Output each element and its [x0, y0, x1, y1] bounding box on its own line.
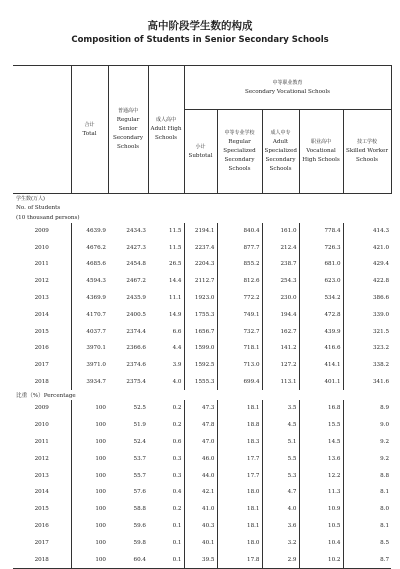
cell-value: 39.5 [184, 551, 217, 568]
cell-value: 57.6 [133, 489, 146, 496]
table-row [13, 306, 391, 323]
cell-value: 3.2 [262, 534, 299, 551]
cell-value: 11.5 [169, 227, 182, 234]
cell-value: 840.4 [217, 223, 262, 240]
cell-value: 855.2 [217, 256, 262, 273]
cell-value: 13.6 [299, 450, 343, 467]
cell-value: 772.2 [217, 290, 262, 307]
cell-value: 2.9 [262, 551, 299, 568]
page-title-english: Composition of Students in Senior Secondary Schools [71, 35, 329, 45]
cell-value: 8.1 [343, 518, 391, 535]
cell-value: 341.6 [343, 374, 391, 391]
row-year: 2018 [34, 379, 49, 386]
cell-value: 414.1 [299, 357, 343, 374]
cell-value: 1592.5 [184, 357, 217, 374]
cell-value: 11.3 [299, 484, 343, 501]
cell-value: 726.3 [299, 239, 343, 256]
cell-value: 8.9 [343, 400, 391, 417]
cell-value: 18.1 [217, 501, 262, 518]
row-year: 2011 [34, 261, 49, 268]
cell-value: 52.4 [133, 438, 146, 445]
cell-value: 10.5 [299, 518, 343, 535]
cell-value: 46.0 [184, 450, 217, 467]
cell-value: 0.2 [172, 405, 182, 412]
section-label-students: 学生数(万人) [16, 196, 45, 203]
cell-value: 4170.7 [71, 306, 108, 323]
cell-value: 339.0 [343, 306, 391, 323]
students-table [13, 65, 392, 569]
cell-value: 877.7 [217, 239, 262, 256]
cell-value: 8.7 [343, 551, 391, 568]
cell-value: 3970.1 [71, 340, 108, 357]
cell-value: 100 [71, 501, 108, 518]
cell-value: 52.5 [133, 405, 146, 412]
students-section [13, 194, 391, 391]
cell-value: 212.4 [262, 239, 299, 256]
cell-value: 0.3 [172, 472, 182, 479]
cell-value: 18.0 [217, 484, 262, 501]
cell-value: 6.6 [172, 328, 182, 335]
row-year: 2011 [34, 438, 49, 445]
cell-value: 2374.4 [126, 328, 146, 335]
cell-value: 2400.5 [126, 311, 146, 318]
cell-value: 3934.7 [71, 374, 108, 391]
cell-value: 11.5 [169, 244, 182, 251]
cell-value: 0.6 [172, 438, 182, 445]
cell-value: 2374.6 [126, 362, 146, 369]
cell-value: 2467.2 [126, 278, 146, 285]
cell-value: 141.2 [262, 340, 299, 357]
row-year: 2015 [34, 506, 49, 513]
table-row [13, 357, 391, 374]
cell-value: 2237.4 [184, 239, 217, 256]
cell-value: 51.9 [133, 422, 146, 429]
cell-value: 18.0 [217, 534, 262, 551]
cell-value: 416.6 [299, 340, 343, 357]
cell-value: 18.8 [217, 417, 262, 434]
table-row [13, 551, 391, 568]
table-row [13, 518, 391, 535]
row-year: 2013 [34, 295, 49, 302]
cell-value: 2435.9 [126, 295, 146, 302]
cell-value: 3.6 [262, 518, 299, 535]
cell-value: 4594.3 [71, 273, 108, 290]
table-header [13, 66, 391, 194]
cell-value: 100 [71, 400, 108, 417]
cell-value: 15.5 [299, 417, 343, 434]
cell-value: 59.6 [133, 522, 146, 529]
cell-value: 3.5 [262, 400, 299, 417]
cell-value: 5.3 [262, 467, 299, 484]
cell-value: 47.3 [184, 400, 217, 417]
header-secondary-vocational: 中等职业教育 Secondary Vocational Schools [184, 66, 391, 110]
cell-value: 14.5 [299, 434, 343, 451]
cell-value: 2194.1 [184, 223, 217, 240]
cell-value: 812.6 [217, 273, 262, 290]
row-year: 2017 [34, 362, 49, 369]
cell-value: 100 [71, 534, 108, 551]
cell-value: 11.1 [169, 295, 182, 302]
cell-value: 8.0 [343, 501, 391, 518]
cell-value: 749.1 [217, 306, 262, 323]
table-row [13, 223, 391, 240]
cell-value: 2204.3 [184, 256, 217, 273]
cell-value: 40.3 [184, 518, 217, 535]
section-label-students-en: No. of Students [16, 205, 61, 212]
table-row [13, 417, 391, 434]
table-row [13, 501, 391, 518]
cell-value: 414.3 [343, 223, 391, 240]
cell-value: 5.1 [262, 434, 299, 451]
cell-value: 40.1 [184, 534, 217, 551]
cell-value: 100 [71, 450, 108, 467]
cell-value: 4.0 [262, 501, 299, 518]
cell-value: 4037.7 [71, 323, 108, 340]
cell-value: 0.2 [172, 506, 182, 513]
cell-value: 472.8 [299, 306, 343, 323]
table-row [13, 256, 391, 273]
table-row [13, 273, 391, 290]
row-year: 2010 [34, 244, 49, 251]
stub-header [13, 66, 71, 194]
cell-value: 623.0 [299, 273, 343, 290]
row-year: 2012 [34, 455, 49, 462]
cell-value: 2375.4 [126, 379, 146, 386]
cell-value: 3.9 [172, 362, 182, 369]
table-row [13, 290, 391, 307]
table-row [13, 450, 391, 467]
cell-value: 323.2 [343, 340, 391, 357]
cell-value: 422.8 [343, 273, 391, 290]
cell-value: 2366.6 [126, 345, 146, 352]
cell-value: 1599.0 [184, 340, 217, 357]
cell-value: 0.1 [172, 539, 182, 546]
cell-value: 17.8 [217, 551, 262, 568]
header-subtotal: 小计 Subtotal [184, 110, 217, 194]
cell-value: 53.7 [133, 455, 146, 462]
cell-value: 44.0 [184, 467, 217, 484]
cell-value: 113.1 [262, 374, 299, 391]
cell-value: 194.4 [262, 306, 299, 323]
cell-value: 10.9 [299, 501, 343, 518]
cell-value: 16.8 [299, 400, 343, 417]
cell-value: 47.8 [184, 417, 217, 434]
row-year: 2018 [13, 551, 71, 568]
row-year: 2009 [34, 227, 49, 234]
header-regular-senior: 普通高中 Regular Senior Secondary Schools [108, 66, 148, 194]
cell-value: 1755.3 [184, 306, 217, 323]
table-row [13, 374, 391, 391]
cell-value: 2112.7 [184, 273, 217, 290]
cell-value: 681.0 [299, 256, 343, 273]
cell-value: 238.7 [262, 256, 299, 273]
cell-value: 4676.2 [71, 239, 108, 256]
row-year: 2016 [34, 522, 49, 529]
row-year: 2010 [34, 422, 49, 429]
cell-value: 17.7 [217, 467, 262, 484]
cell-value: 3971.0 [71, 357, 108, 374]
cell-value: 161.0 [262, 223, 299, 240]
cell-value: 8.1 [343, 484, 391, 501]
row-year: 2016 [34, 345, 49, 352]
cell-value: 14.4 [169, 278, 182, 285]
cell-value: 0.1 [148, 551, 184, 568]
cell-value: 1656.7 [184, 323, 217, 340]
cell-value: 718.1 [217, 340, 262, 357]
cell-value: 162.7 [262, 323, 299, 340]
cell-value: 9.0 [343, 417, 391, 434]
cell-value: 386.6 [343, 290, 391, 307]
cell-value: 321.5 [343, 323, 391, 340]
header-skilled-worker: 技工学校 Skilled Worker Schools [343, 110, 391, 194]
row-year: 2012 [34, 278, 49, 285]
cell-value: 10.4 [299, 534, 343, 551]
header-adult-specialized: 成人中专 Adult Specialized Secondary Schools [262, 110, 299, 194]
cell-value: 2434.3 [126, 227, 146, 234]
cell-value: 10.2 [299, 551, 343, 568]
cell-value: 732.7 [217, 323, 262, 340]
cell-value: 2454.8 [126, 261, 146, 268]
table-row [13, 239, 391, 256]
cell-value: 401.1 [299, 374, 343, 391]
cell-value: 100 [71, 467, 108, 484]
cell-value: 4685.6 [71, 256, 108, 273]
cell-value: 338.2 [343, 357, 391, 374]
header-regular-specialized: 中等专业学校 Regular Specialized Secondary Schools [217, 110, 262, 194]
cell-value: 254.3 [262, 273, 299, 290]
table-row [13, 400, 391, 417]
page-title-chinese: 高中阶段学生数的构成 [147, 20, 253, 32]
cell-value: 4.5 [262, 417, 299, 434]
cell-value: 0.2 [172, 422, 182, 429]
cell-value: 0.1 [172, 522, 182, 529]
cell-value: 41.0 [184, 501, 217, 518]
row-year: 2015 [34, 328, 49, 335]
cell-value: 100 [71, 434, 108, 451]
cell-value: 230.0 [262, 290, 299, 307]
cell-value: 713.0 [217, 357, 262, 374]
percentage-section [13, 390, 391, 568]
cell-value: 5.5 [262, 450, 299, 467]
cell-value: 42.1 [184, 484, 217, 501]
row-year: 2017 [34, 539, 49, 546]
cell-value: 4.0 [172, 379, 182, 386]
cell-value: 0.3 [172, 455, 182, 462]
cell-value: 1923.0 [184, 290, 217, 307]
cell-value: 429.4 [343, 256, 391, 273]
header-total: 合计 Total [71, 66, 108, 194]
cell-value: 2427.3 [126, 244, 146, 251]
cell-value: 18.3 [217, 434, 262, 451]
table-row [13, 340, 391, 357]
cell-value: 421.0 [343, 239, 391, 256]
row-year: 2014 [34, 489, 49, 496]
section-label-students-unit: (10 thousand persons) [16, 214, 80, 221]
cell-value: 59.8 [133, 539, 146, 546]
row-year: 2009 [34, 405, 49, 412]
cell-value: 439.9 [299, 323, 343, 340]
cell-value: 100 [71, 484, 108, 501]
cell-value: 4639.9 [71, 223, 108, 240]
cell-value: 18.1 [217, 400, 262, 417]
cell-value: 1555.3 [184, 374, 217, 391]
cell-value: 8.5 [343, 534, 391, 551]
row-year: 2013 [34, 472, 49, 479]
cell-value: 699.4 [217, 374, 262, 391]
row-year: 2014 [34, 311, 49, 318]
cell-value: 534.2 [299, 290, 343, 307]
cell-value: 4369.9 [71, 290, 108, 307]
table-row [13, 484, 391, 501]
cell-value: 8.8 [343, 467, 391, 484]
section-label-percentage: 比重（%）Percentage [16, 393, 76, 400]
cell-value: 60.4 [108, 551, 148, 568]
cell-value: 55.7 [133, 472, 146, 479]
cell-value: 14.9 [169, 311, 182, 318]
cell-value: 18.1 [217, 518, 262, 535]
table-row [13, 534, 391, 551]
header-adult-high: 成人高中 Adult High Schools [148, 66, 184, 194]
table-row [13, 434, 391, 451]
cell-value: 0.4 [172, 489, 182, 496]
cell-value: 9.2 [343, 450, 391, 467]
cell-value: 58.8 [133, 506, 146, 513]
cell-value: 778.4 [299, 223, 343, 240]
cell-value: 12.2 [299, 467, 343, 484]
cell-value: 4.4 [172, 345, 182, 352]
cell-value: 47.0 [184, 434, 217, 451]
cell-value: 100 [71, 551, 108, 568]
cell-value: 4.7 [262, 484, 299, 501]
cell-value: 9.2 [343, 434, 391, 451]
cell-value: 26.5 [169, 261, 182, 268]
header-vocational-high: 职业高中 Vocational High Schools [299, 110, 343, 194]
table-row [13, 467, 391, 484]
cell-value: 17.7 [217, 450, 262, 467]
table-row [13, 323, 391, 340]
cell-value: 100 [71, 417, 108, 434]
cell-value: 127.2 [262, 357, 299, 374]
cell-value: 100 [71, 518, 108, 535]
